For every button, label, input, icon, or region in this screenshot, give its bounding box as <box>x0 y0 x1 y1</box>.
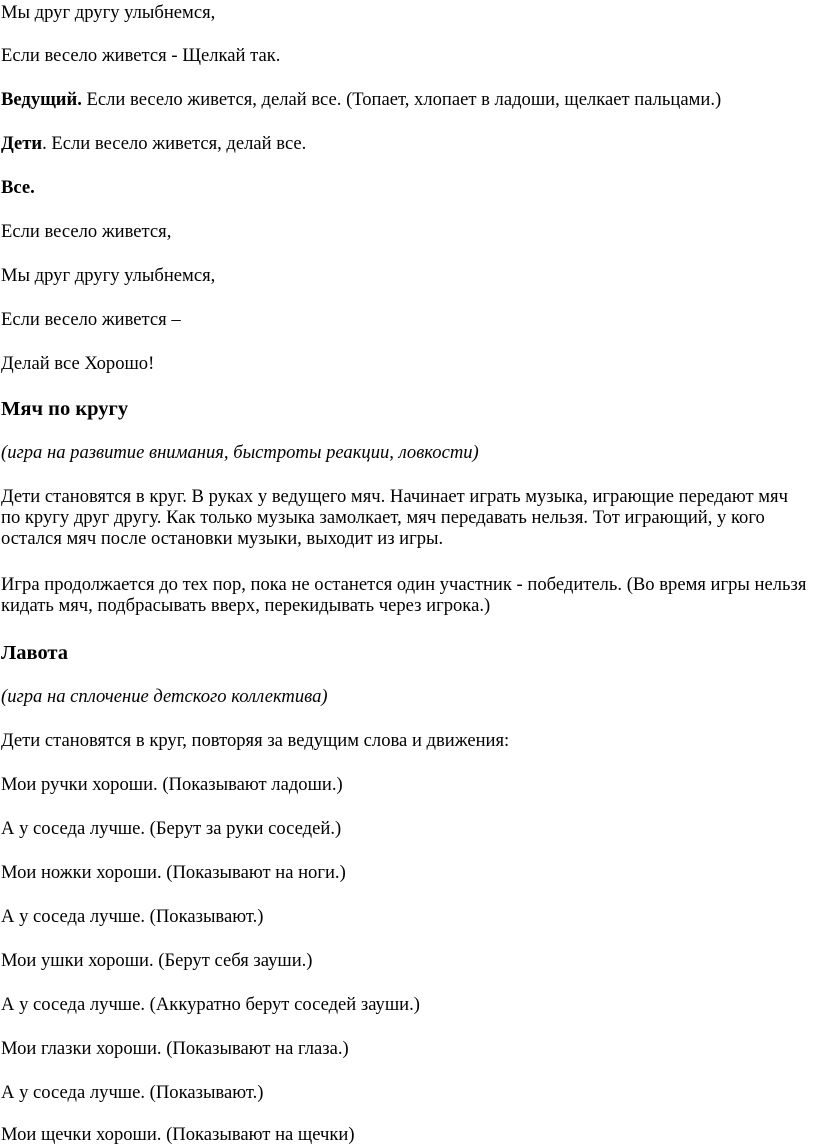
speaker-label: Ведущий. <box>1 89 82 110</box>
game-line: Мои глазки хороши. (Показывают на глаза.) <box>1 1038 349 1059</box>
section-subtitle: (игра на развитие внимания, быстроты реакции, ловкости) <box>1 442 479 463</box>
poem-line: Если весело живется - Щелкай так. <box>1 45 281 66</box>
paragraph: Дети становятся в круг, повторяя за ведущим слова и движения: <box>1 730 510 751</box>
poem-line: Делай все Хорошо! <box>1 353 155 374</box>
section-subtitle: (игра на сплочение детского коллектива) <box>1 686 328 707</box>
dialogue-text: . Если весело живется, делай все. <box>42 133 307 154</box>
game-line: Мои ручки хороши. (Показывают ладоши.) <box>1 774 343 795</box>
dialogue-line <box>1 133 306 154</box>
poem-line: Если весело живется – <box>1 309 181 330</box>
paragraph: Дети становятся в круг. В руках у ведущего мяч. Начинает играть музыка, играющие передают мяч по кругу друг другу. Как только музыка замолкает, мяч передавать нельзя. Тот играющий, у кого остался мяч после остановки музыки, выходит из игры. <box>1 486 788 549</box>
paragraph: Игра продолжается до тех пор, пока не останется один участник - победитель. (Во время игры нельзя кидать мяч, подбрасывать вверх, перекидывать через игрока.) <box>1 574 807 616</box>
poem-line: Мы друг другу улыбнемся, <box>1 2 216 23</box>
section-heading: Мяч по кругу <box>1 398 129 420</box>
game-line: Мои щечки хороши. (Показывают на щечки) <box>1 1124 355 1145</box>
game-line: А у соседа лучше. (Показывают.) <box>1 906 264 927</box>
section-heading: Лавота <box>1 642 69 664</box>
game-line: А у соседа лучше. (Берут за руки соседей.) <box>1 818 342 839</box>
poem-line: Если весело живется, <box>1 221 172 242</box>
game-line: Мои ушки хороши. (Берут себя зауши.) <box>1 950 313 971</box>
dialogue-text: Если весело живется, делай все. (Топает, хлопает в ладоши, щелкает пальцами.) <box>81 89 722 110</box>
dialogue-line <box>1 177 35 198</box>
dialogue-line <box>1 89 721 110</box>
game-line: А у соседа лучше. (Показывают.) <box>1 1082 264 1103</box>
speaker-label: Все. <box>1 177 35 198</box>
game-line: А у соседа лучше. (Аккуратно берут соседей зауши.) <box>1 994 420 1015</box>
poem-line: Мы друг другу улыбнемся, <box>1 265 216 286</box>
game-line: Мои ножки хороши. (Показывают на ноги.) <box>1 862 346 883</box>
speaker-label: Дети <box>1 133 43 154</box>
